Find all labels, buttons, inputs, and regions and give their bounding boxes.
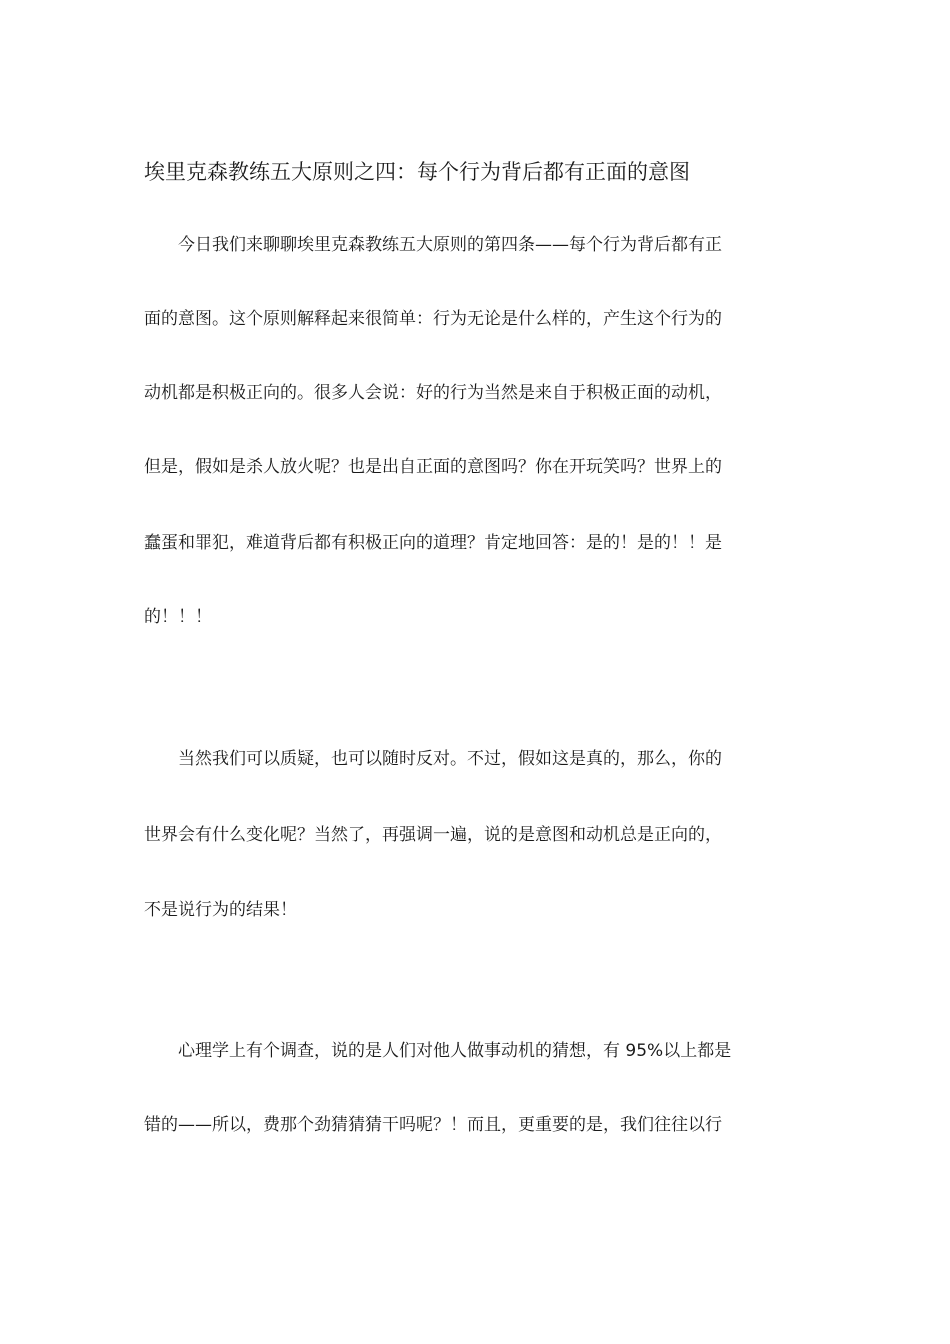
paragraph-line: 动机都是积极正向的。很多人会说：好的行为当然是来自于积极正面的动机， xyxy=(144,383,722,403)
paragraph-line: 的！！！ xyxy=(144,607,212,627)
paragraph-line: 蠢蛋和罪犯，难道背后都有积极正向的道理？肯定地回答：是的！是的！！是 xyxy=(144,533,722,553)
paragraph-line: 今日我们来聊聊埃里克森教练五大原则的第四条——每个行为背后都有正 xyxy=(178,235,722,255)
paragraph-line: 不是说行为的结果！ xyxy=(144,900,297,920)
paragraph-line: 当然我们可以质疑，也可以随时反对。不过，假如这是真的，那么，你的 xyxy=(178,749,722,769)
document-title: 埃里克森教练五大原则之四：每个行为背后都有正面的意图 xyxy=(144,160,690,184)
paragraph-line: 心理学上有个调查，说的是人们对他人做事动机的猜想，有 95%以上都是 xyxy=(178,1041,732,1061)
paragraph-line: 面的意图。这个原则解释起来很简单：行为无论是什么样的，产生这个行为的 xyxy=(144,309,722,329)
paragraph-line: 但是，假如是杀人放火呢？也是出自正面的意图吗？你在开玩笑吗？世界上的 xyxy=(144,457,722,477)
paragraph-line: 世界会有什么变化呢？当然了，再强调一遍，说的是意图和动机总是正向的， xyxy=(144,825,722,845)
paragraph-line: 错的——所以，费那个劲猜猜猜干吗呢？！而且，更重要的是，我们往往以行 xyxy=(144,1115,722,1135)
